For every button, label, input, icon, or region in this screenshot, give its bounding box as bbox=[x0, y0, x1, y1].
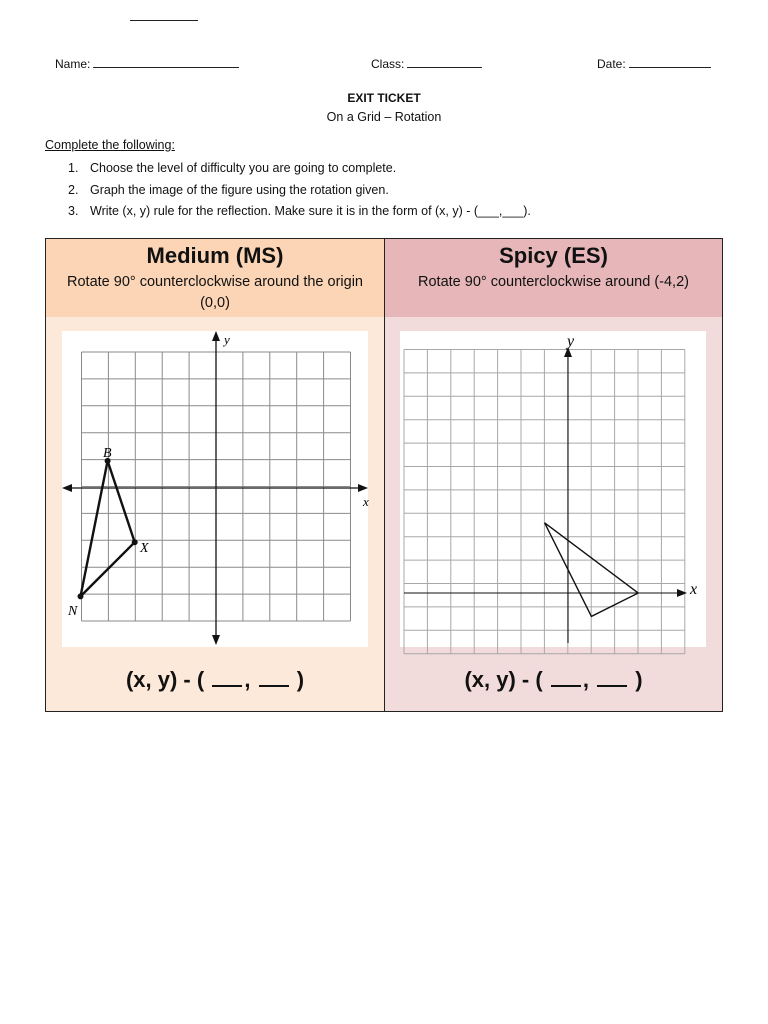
rule-prefix: (x, y) - ( bbox=[125, 667, 205, 692]
rule-suffix: ) bbox=[635, 667, 643, 692]
medium-rule-answer[interactable] bbox=[46, 665, 384, 693]
name-field[interactable] bbox=[55, 56, 239, 71]
x-axis-label: x bbox=[363, 494, 369, 509]
page-title: EXIT TICKET bbox=[347, 91, 421, 105]
medium-header bbox=[46, 239, 384, 318]
x-axis-left-arrow-icon bbox=[62, 484, 72, 492]
triangle-figure bbox=[81, 461, 135, 597]
class-blank[interactable] bbox=[407, 56, 482, 68]
grid-lines bbox=[404, 350, 685, 654]
rule-prefix: (x, y) - ( bbox=[464, 667, 543, 692]
y-axis-label: y bbox=[224, 332, 230, 347]
instructions-heading: Complete the following: bbox=[45, 138, 175, 152]
instructions-list bbox=[68, 160, 531, 225]
spicy-header bbox=[385, 239, 722, 318]
name-blank[interactable] bbox=[93, 56, 239, 68]
medium-column[interactable] bbox=[46, 239, 385, 711]
medium-coordinate-grid[interactable] bbox=[62, 331, 368, 647]
instruction-step bbox=[68, 182, 531, 204]
x-axis-right-arrow-icon bbox=[358, 484, 368, 492]
medium-title: Medium (MS) bbox=[146, 243, 284, 268]
spicy-coordinate-grid[interactable] bbox=[400, 331, 706, 647]
y-axis bbox=[564, 347, 572, 643]
date-field[interactable] bbox=[597, 56, 711, 71]
spicy-description: Rotate 90° counterclockwise around (-4,2) bbox=[418, 274, 689, 290]
step-text: Graph the image of the figure using the rotation given. bbox=[90, 182, 389, 197]
rule-suffix: ) bbox=[296, 667, 305, 692]
x-axis-right-arrow-icon bbox=[677, 589, 687, 597]
medium-body bbox=[46, 317, 384, 711]
date-blank[interactable] bbox=[629, 56, 711, 68]
date-label: Date: bbox=[597, 57, 626, 71]
spicy-body bbox=[385, 317, 722, 711]
instruction-step bbox=[68, 160, 531, 182]
rule-separator: , bbox=[244, 667, 251, 692]
spicy-title: Spicy (ES) bbox=[499, 243, 608, 268]
vertex-label-x: X bbox=[140, 541, 149, 556]
vertex-label-b: B bbox=[103, 446, 112, 461]
step-text: Choose the level of difficulty you are going to complete. bbox=[90, 161, 397, 175]
top-blank-line[interactable] bbox=[130, 8, 198, 21]
step-number: 3. bbox=[68, 204, 79, 218]
vertex-point bbox=[78, 593, 84, 599]
step-number: 2. bbox=[68, 182, 79, 197]
instruction-step bbox=[68, 203, 531, 225]
vertex-label-n: N bbox=[68, 604, 78, 619]
y-axis-up-arrow-icon bbox=[212, 331, 220, 341]
x-axis-label: x bbox=[690, 581, 698, 598]
difficulty-table bbox=[45, 238, 723, 712]
rule-x-blank[interactable] bbox=[212, 665, 242, 687]
class-field[interactable] bbox=[371, 56, 482, 71]
step-text: Write (x, y) rule for the reflection. Make sure it is in the form of (x, y) - (___,___). bbox=[90, 204, 531, 218]
rule-separator: , bbox=[582, 667, 589, 692]
step-number: 1. bbox=[68, 161, 79, 175]
spicy-column[interactable] bbox=[385, 239, 722, 711]
rule-x-blank[interactable] bbox=[551, 665, 581, 687]
y-axis-label: y bbox=[567, 333, 575, 350]
spicy-rule-answer[interactable] bbox=[385, 665, 722, 693]
y-axis-down-arrow-icon bbox=[212, 635, 220, 645]
rule-y-blank[interactable] bbox=[259, 665, 289, 687]
medium-description: Rotate 90° counterclockwise around the origin (0,0) bbox=[67, 274, 363, 311]
name-label: Name: bbox=[55, 57, 91, 71]
page-subtitle: On a Grid – Rotation bbox=[326, 110, 442, 124]
x-axis bbox=[404, 589, 687, 597]
class-label: Class: bbox=[371, 57, 405, 71]
vertex-point bbox=[132, 539, 138, 545]
rule-y-blank[interactable] bbox=[597, 665, 627, 687]
student-info-row bbox=[55, 56, 715, 72]
